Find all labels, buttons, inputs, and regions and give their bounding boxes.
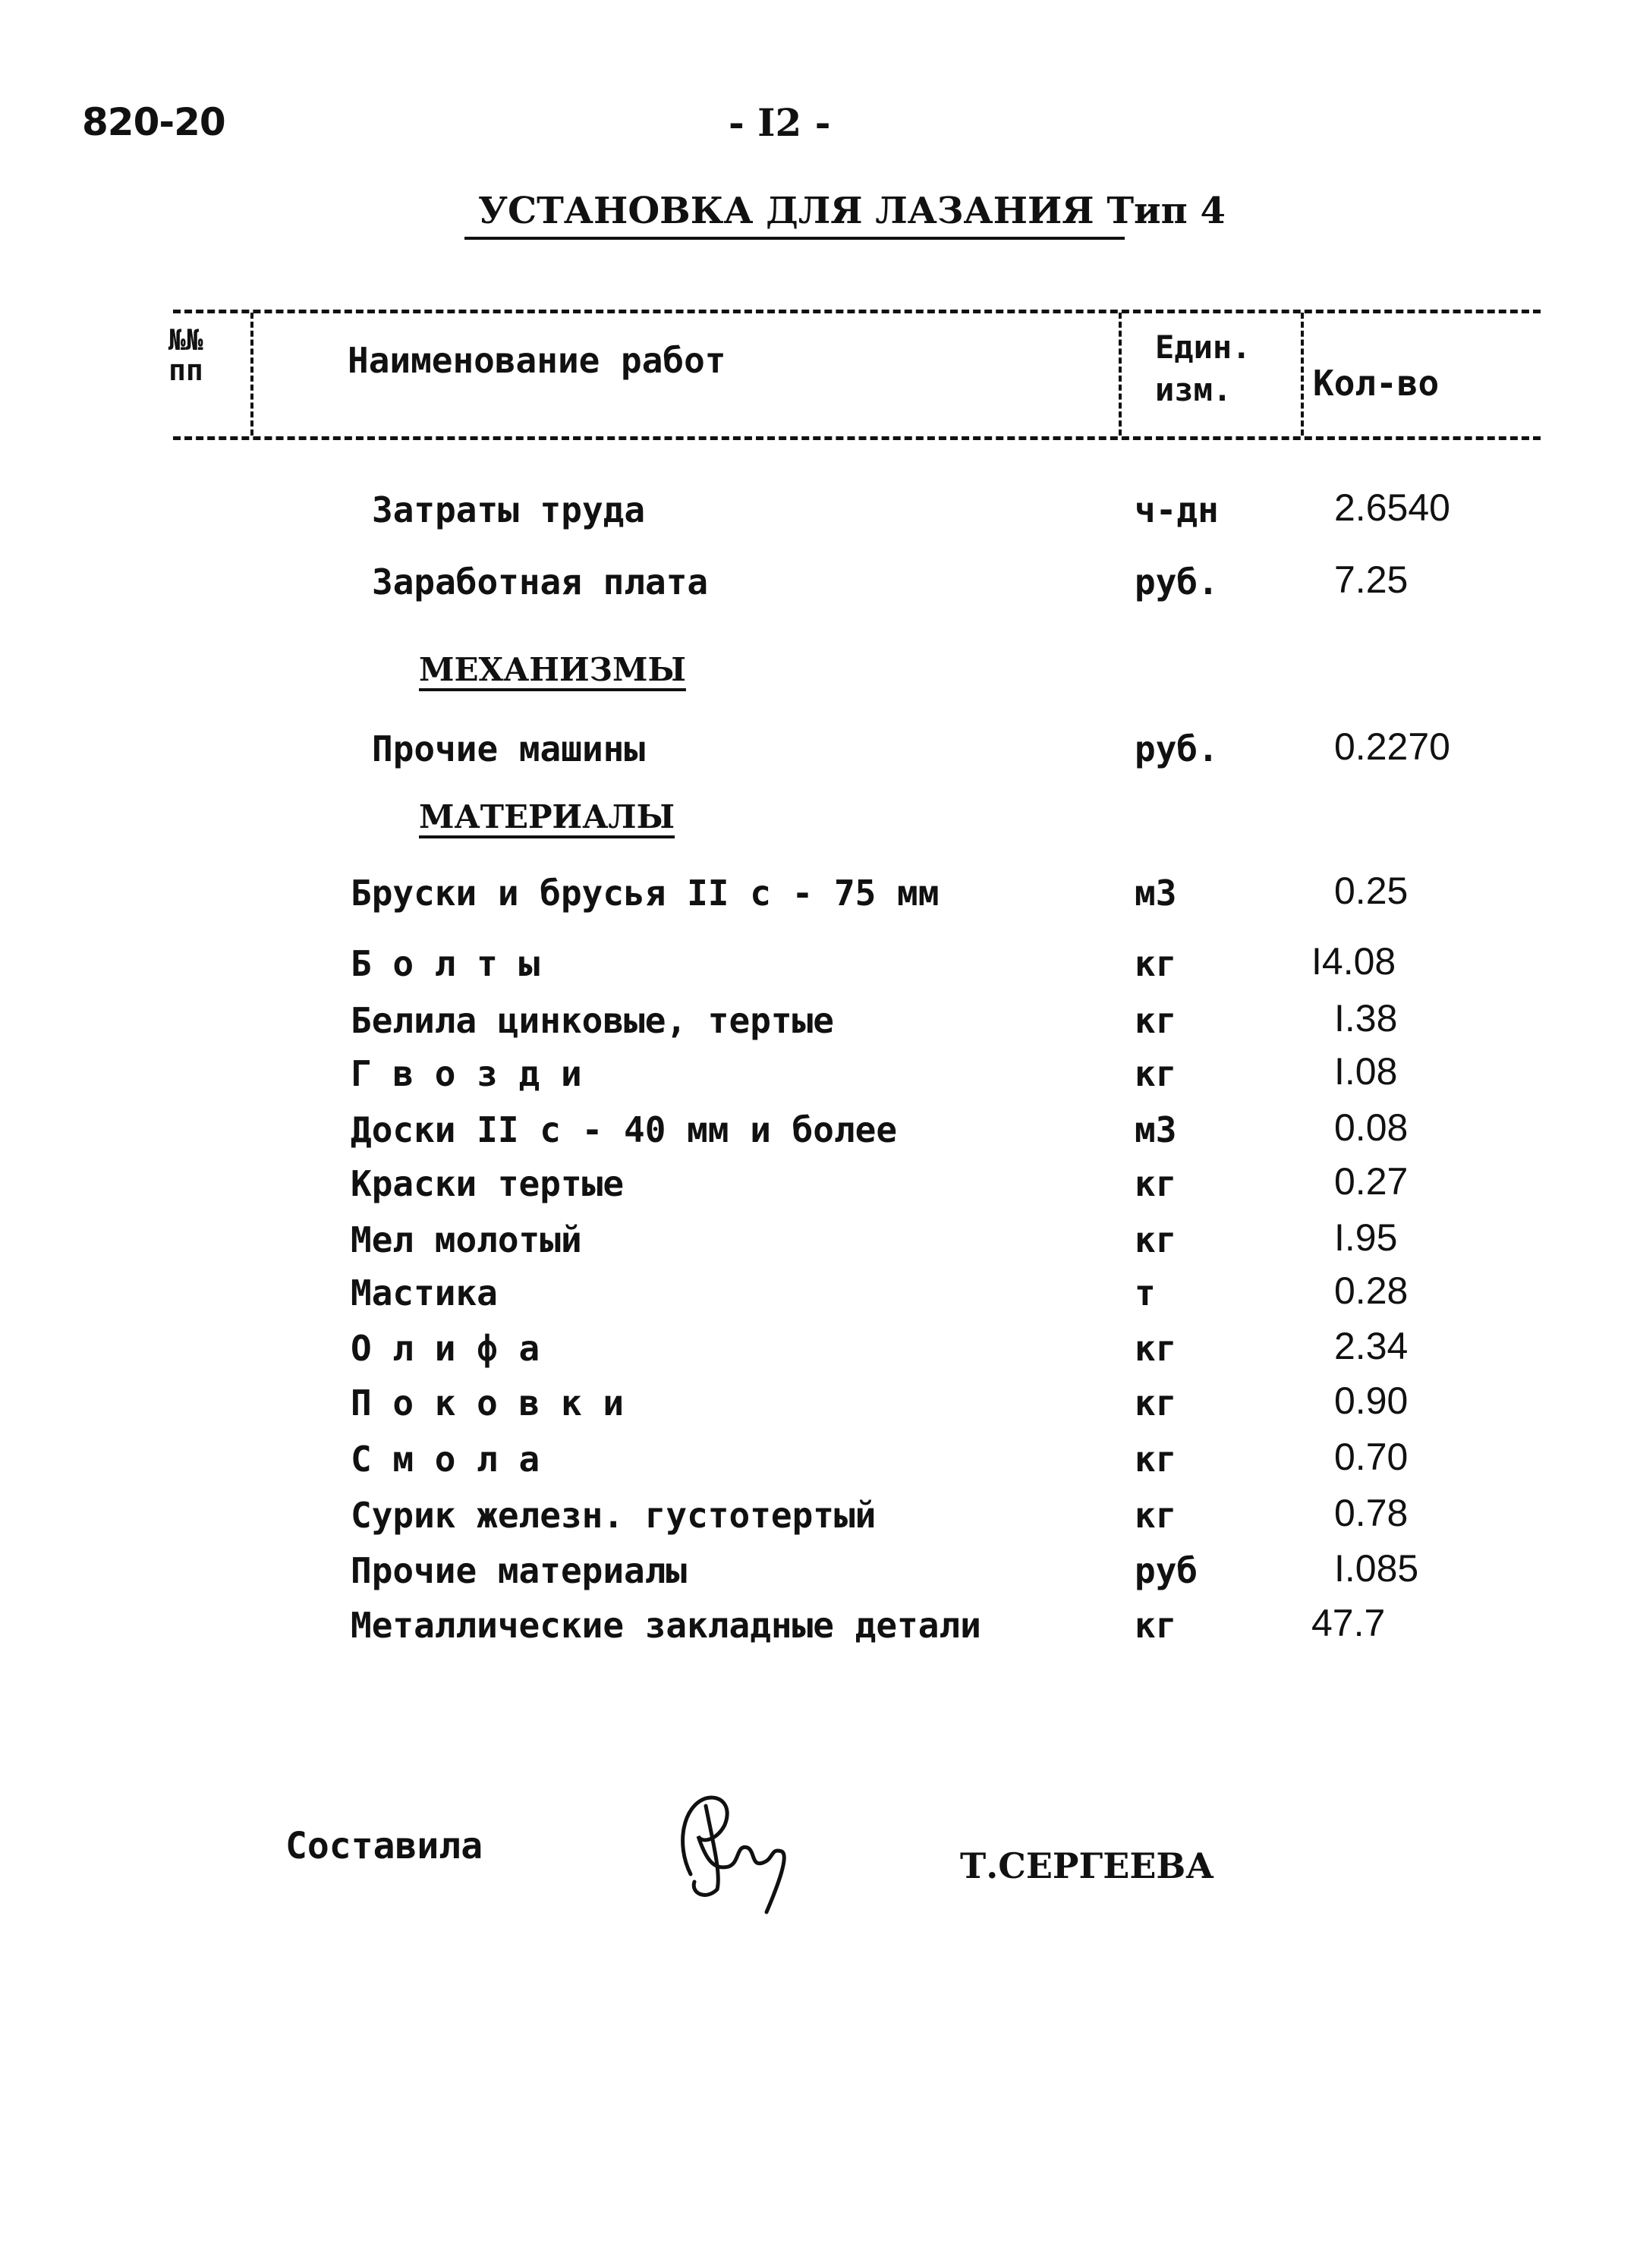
handwritten-signature <box>660 1760 812 1938</box>
table-row-unit: ч-дн <box>1135 489 1219 530</box>
table-row-unit: кг <box>1135 1495 1177 1536</box>
table-row-name: Мастика <box>351 1272 498 1313</box>
table-row-quantity: 2.34 <box>1334 1325 1409 1367</box>
table-row-name: Б о л т ы <box>351 943 540 984</box>
document-code: 820-20 <box>82 100 225 144</box>
table-row-name: Прочие машины <box>372 728 646 769</box>
table-row-quantity: 0.08 <box>1334 1106 1409 1149</box>
table-row-name: Заработная плата <box>372 561 709 602</box>
table-row-name: Затраты труда <box>372 489 646 530</box>
table-row-unit: кг <box>1135 1439 1177 1480</box>
header-top-rule <box>173 310 1541 313</box>
table-row-unit: кг <box>1135 1053 1177 1094</box>
header-divider-3 <box>1301 313 1304 436</box>
table-row-unit: т <box>1135 1272 1156 1313</box>
table-row-quantity: I4.08 <box>1311 940 1396 983</box>
header-bottom-rule <box>173 436 1541 440</box>
table-row-name: П о к о в к и <box>351 1383 625 1423</box>
table-row-unit: кг <box>1135 943 1177 984</box>
table-row-name: С м о л а <box>351 1439 540 1480</box>
column-header-name: Наименование работ <box>348 340 726 381</box>
table-row-quantity: I.95 <box>1334 1216 1398 1259</box>
table-row-quantity: 0.25 <box>1334 870 1409 912</box>
table-row-quantity: 47.7 <box>1311 1602 1386 1644</box>
table-row-quantity: I.38 <box>1334 997 1398 1040</box>
column-header-number: №№ пп <box>168 323 203 387</box>
table-row-unit: руб. <box>1135 561 1219 602</box>
table-row-quantity: I.08 <box>1334 1050 1398 1093</box>
table-row-name: Металлические закладные детали <box>351 1605 981 1646</box>
compiled-by-label: Составила <box>285 1825 483 1867</box>
table-row-quantity: 0.27 <box>1334 1160 1409 1203</box>
table-row-unit: руб. <box>1135 728 1219 769</box>
table-row-quantity: 0.28 <box>1334 1269 1409 1312</box>
table-row-quantity: 0.70 <box>1334 1436 1409 1478</box>
table-row-name: Мел молотый <box>351 1219 582 1260</box>
table-row-unit: кг <box>1135 1000 1177 1041</box>
table-row-unit: кг <box>1135 1605 1177 1646</box>
table-row-unit: м3 <box>1135 873 1177 914</box>
table-row-unit: кг <box>1135 1219 1177 1260</box>
table-row-name: Г в о з д и <box>351 1053 582 1094</box>
title-underline <box>464 237 1125 240</box>
table-row-unit: кг <box>1135 1328 1177 1369</box>
section-heading-mechanisms: МЕХАНИЗМЫ <box>419 651 686 688</box>
page-title: УСТАНОВКА ДЛЯ ЛАЗАНИЯ Тип 4 <box>478 190 1226 232</box>
section-heading-materials: МАТЕРИАЛЫ <box>419 798 675 835</box>
table-row-unit: кг <box>1135 1383 1177 1423</box>
table-row-name: Белила цинковые, тертые <box>351 1000 834 1041</box>
table-row-unit: руб <box>1135 1550 1198 1591</box>
table-row-name: Краски тертые <box>351 1163 625 1204</box>
table-row-quantity: 2.6540 <box>1334 486 1450 529</box>
column-header-unit: Един. изм. <box>1155 329 1251 408</box>
table-row-name: Бруски и брусья II с - 75 мм <box>351 873 940 914</box>
table-row-unit: м3 <box>1135 1109 1177 1150</box>
table-row-name: Доски II с - 40 мм и более <box>351 1109 898 1150</box>
table-row-name: Прочие материалы <box>351 1550 688 1591</box>
table-row-quantity: 0.78 <box>1334 1492 1409 1534</box>
table-row-name: О л и ф а <box>351 1328 540 1369</box>
header-divider-1 <box>250 313 253 436</box>
header-divider-2 <box>1119 313 1122 436</box>
table-row-name: Сурик железн. густотертый <box>351 1495 877 1536</box>
table-row-quantity: 0.2270 <box>1334 725 1450 768</box>
signer-name: Т.СЕРГЕЕВА <box>960 1845 1214 1886</box>
table-row-unit: кг <box>1135 1163 1177 1204</box>
table-row-quantity: 0.90 <box>1334 1379 1409 1422</box>
table-row-quantity: I.085 <box>1334 1547 1419 1590</box>
column-header-quantity: Кол-во <box>1313 363 1440 404</box>
table-row-quantity: 7.25 <box>1334 558 1409 601</box>
page-number: - I2 - <box>729 100 831 145</box>
